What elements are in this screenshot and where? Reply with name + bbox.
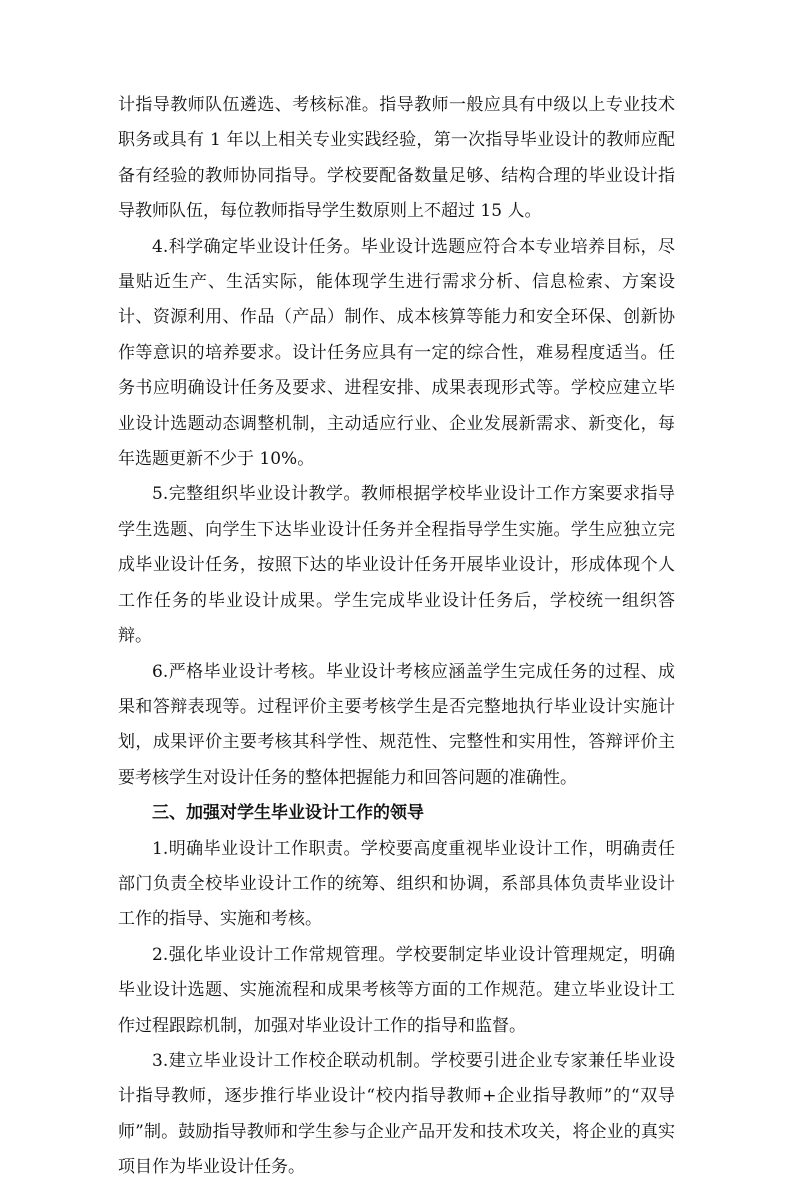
paragraph-item-3: 3.建立毕业设计工作校企联动机制。学校要引进企业专家兼任毕业设计指导教师，逐步推行毕业设计“校内指导教师+企业指导教师”的“双导师”制。鼓励指导教师和学生参与企业产品开发和技术攻关，将企业的真实项目作为毕业设计任务。 <box>118 1050 675 1178</box>
paragraph-item-1: 1.明确毕业设计工作职责。学校要高度重视毕业设计工作，明确责任部门负责全校毕业设计工作的统筹、组织和协调，系部具体负责毕业设计工作的指导、实施和考核。 <box>118 838 675 930</box>
paragraph-item-5: 5.完整组织毕业设计教学。教师根据学校毕业设计工作方案要求指导学生选题、向学生下达毕业设计任务并全程指导学生实施。学生应独立完成毕业设计任务，按照下达的毕业设计任务开展毕业设计，形成体现个人工作任务的毕业设计成果。学生完成毕业设计任务后，学校统一组织答辩。 <box>118 484 675 647</box>
section-heading: 三、加强对学生毕业设计工作的领导 <box>152 803 424 824</box>
paragraph-continued: 计指导教师队伍遴选、考核标准。指导教师一般应具有中级以上专业技术职务或具有 1 年以上相关专业实践经验，第一次指导毕业设计的教师应配备有经验的教师协同指导。学校要配备数量足够、结构合理的毕业设计指导教师队伍，每位教师指导学生数原则上不超过 15 人。 <box>118 95 675 222</box>
paragraph-item-4: 4.科学确定毕业设计任务。毕业设计选题应符合本专业培养目标，尽量贴近生产、生活实际，能体现学生进行需求分析、信息检索、方案设计、资源利用、作品（产品）制作、成本核算等能力和安全环保、创新协作等意识的培养要求。设计任务应具有一定的综合性，难易程度适当。任务书应明确设计任务及要求、进程安排、成果表现形式等。学校应建立毕业设计选题动态调整机制，主动适应行业、企业发展新需求、新变化，每年选题更新不少于 10%。 <box>118 236 675 470</box>
document-page <box>118 88 675 1186</box>
paragraph-item-6: 6.严格毕业设计考核。毕业设计考核应涵盖学生完成任务的过程、成果和答辩表现等。过程评价主要考核学生是否完整地执行毕业设计实施计划，成果评价主要考核其科学性、规范性、完整性和实用性，答辩评价主要考核学生对设计任务的整体把握能力和回答问题的准确性。 <box>118 661 675 788</box>
paragraph-item-2: 2.强化毕业设计工作常规管理。学校要制定毕业设计管理规定，明确毕业设计选题、实施流程和成果考核等方面的工作规范。建立毕业设计工作过程跟踪机制，加强对毕业设计工作的指导和监督。 <box>118 944 675 1036</box>
